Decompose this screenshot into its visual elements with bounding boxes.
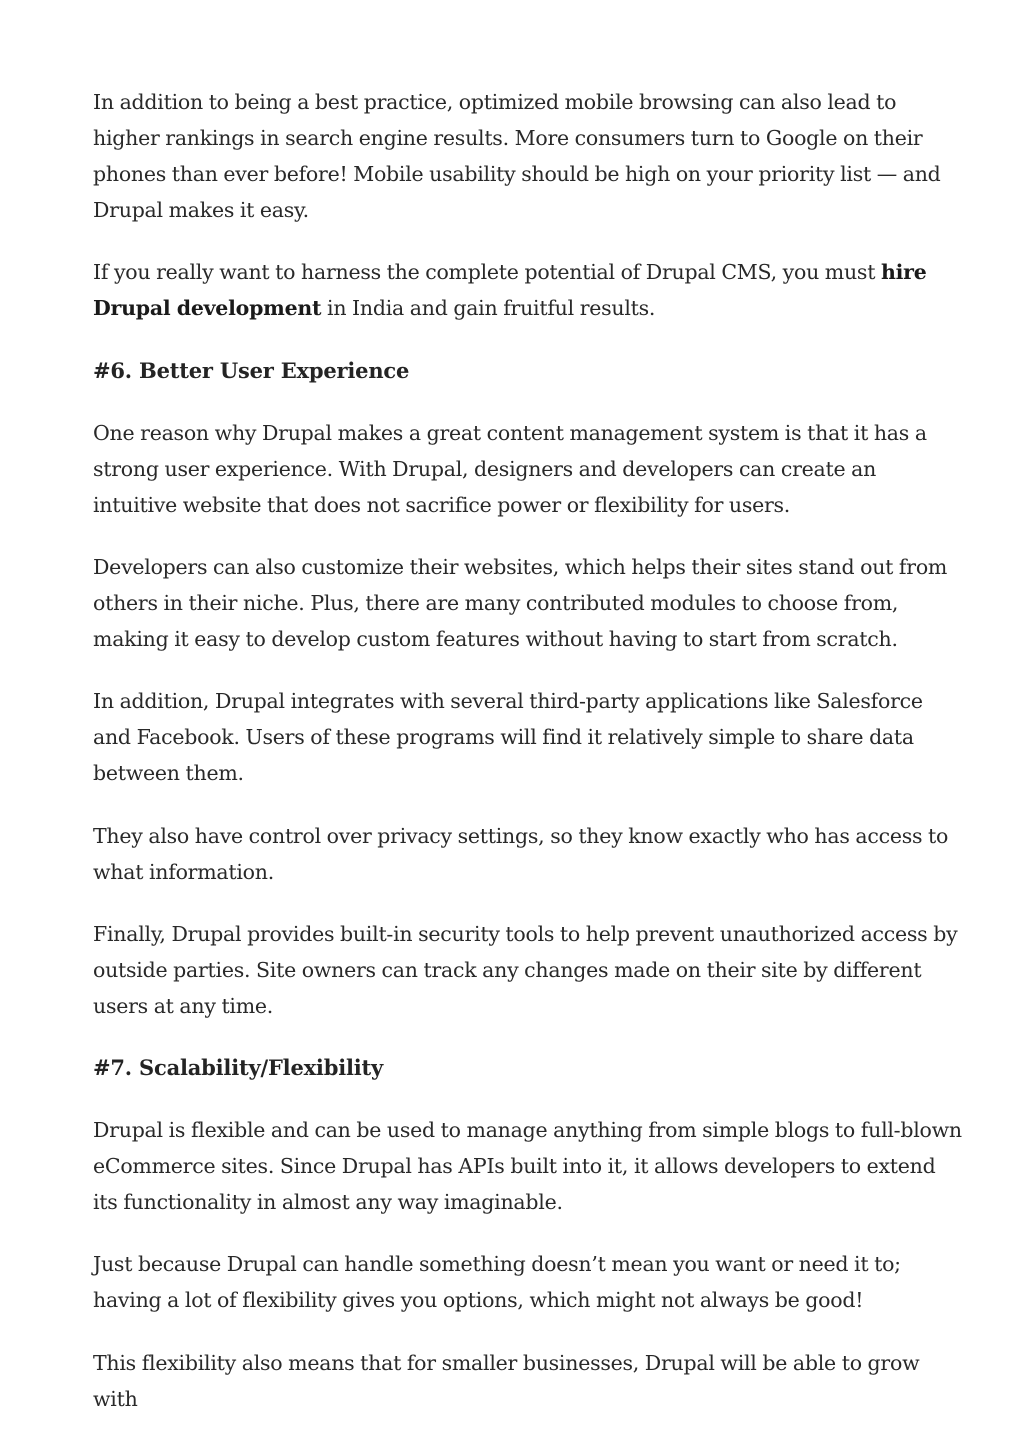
paragraph-customize-websites: Developers can also customize their websites, which helps their sites stand out from others in their niche. Plus, there are many contributed modules to choose from, making it easy to develop custom features without having to start from scratch. — [93, 554, 948, 652]
article-body — [93, 84, 963, 1417]
heading-better-user-experience: #6. Better User Experience — [93, 357, 410, 383]
paragraph-user-experience: One reason why Drupal makes a great content management system is that it has a strong user experience. With Drupal, designers and developers can create an intuitive website that does not sacrifice power or flexibility for users. — [93, 420, 927, 517]
paragraph-hire-drupal-text-after: in India and gain fruitful results. — [321, 296, 656, 321]
paragraph-third-party-integrations: In addition, Drupal integrates with several third-party applications like Salesforce and Facebook. Users of these programs will find it relatively simple to share data between them. — [93, 689, 923, 786]
paragraph-hire-drupal-text-before: If you really want to harness the complete potential of Drupal CMS, you must — [93, 260, 881, 285]
paragraph-flexibility-options: Just because Drupal can handle something doesn’t mean you want or need it to; having a lot of flexibility gives you options, which might not always be good! — [93, 1252, 901, 1313]
paragraph-mobile-browsing: In addition to being a best practice, optimized mobile browsing can also lead to higher rankings in search engine results. More consumers turn to Google on their phones than ever before! Mobile usability should be high on your priority list — and Drupal makes it easy. — [93, 90, 941, 223]
heading-scalability-flexibility: #7. Scalability/Flexibility — [93, 1054, 384, 1080]
paragraph-smaller-businesses: This flexibility also means that for smaller businesses, Drupal will be able to grow with — [93, 1350, 920, 1411]
paragraph-security-tools: Finally, Drupal provides built-in security tools to help prevent unauthorized access by outside parties. Site owners can track any changes made on their site by different users at any time. — [93, 921, 958, 1018]
hire-drupal-development-emphasis: hire Drupal development — [93, 260, 927, 321]
paragraph-hire-drupal — [93, 254, 963, 326]
paragraph-flexible-apis: Drupal is flexible and can be used to manage anything from simple blogs to full-blown eCommerce sites. Since Drupal has APIs built into it, it allows developers to extend its functionality in almost any way imaginable. — [93, 1118, 962, 1215]
paragraph-privacy-settings: They also have control over privacy settings, so they know exactly who has access to what information. — [93, 823, 949, 884]
